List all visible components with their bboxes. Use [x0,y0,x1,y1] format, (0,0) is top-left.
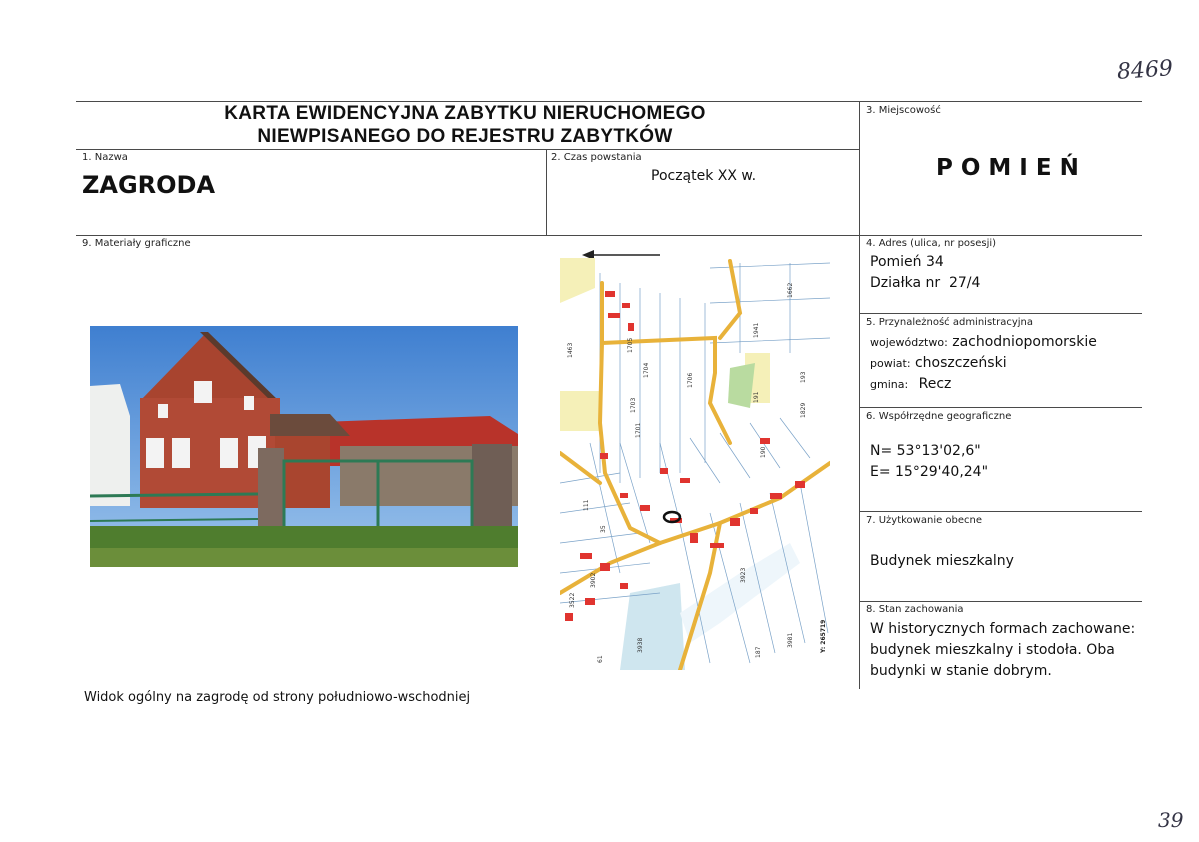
cadastral-map [560,243,830,670]
parcel-label: 3923 [740,567,747,583]
parcel-label: 1463 [567,342,574,358]
field-przynaleznosc-label: 5. Przynależność administracyjna [866,317,1033,328]
form-title-line1: KARTA EWIDENCYJNA ZABYTKU NIERUCHOMEGO [224,103,706,124]
parcel-label: 111 [583,499,590,511]
handwritten-catalog-number: 8469 [1116,56,1174,85]
parcel-label: 35 [600,525,607,533]
parcel-label: 193 [800,371,807,383]
field-miejscowosc-value: POMIEŃ [936,155,1087,181]
map-sheet-code: Y: 265719 [820,619,827,653]
rule-5 [859,313,1142,314]
rule-6 [859,407,1142,408]
field-stan-label: 8. Stan zachowania [866,604,964,615]
parcel-label: 1703 [630,397,637,413]
form-title-line2: NIEWPISANEGO DO REJESTRU ZABYTKÓW [257,126,673,147]
coordinate-e: E= 15°29'40,24" [870,464,989,480]
title-bottom-rule [76,149,860,150]
farmstead-photo [90,326,518,567]
stan-line1: W historycznych formach zachowane: [870,621,1136,637]
top-rule [76,101,1142,102]
parcel-label: 61 [597,655,604,663]
gmina-row [870,375,951,393]
photo-caption: Widok ogólny na zagrodę od strony południowo-wschodniej [84,690,471,705]
col-divider-2 [546,149,547,235]
field-czas-label: 2. Czas powstania [551,152,642,163]
handwritten-page-number: 39 [1158,808,1184,832]
rule-7 [859,511,1142,512]
parcel-label: 1706 [687,372,694,388]
powiat-label: powiat: [870,357,911,370]
stan-line2: budynek mieszkalny i stodoła. Oba [870,642,1115,658]
parcel-label: 1829 [800,402,807,418]
parcel-label: 1705 [627,337,634,353]
field-adres-line1: Pomień 34 [870,254,944,270]
parcel-label: 191 [753,391,760,403]
field-nazwa-label: 1. Nazwa [82,152,128,163]
gmina-label: gmina: [870,378,909,391]
wojewodztwo-label: województwo: [870,336,948,349]
field-materialy-label: 9. Materiały graficzne [82,238,191,249]
field-miejscowosc-label: 3. Miejscowość [866,105,941,116]
field-wspolrzedne-label: 6. Współrzędne geograficzne [866,411,1012,422]
gmina-value: Recz [918,376,952,392]
field-czas-value: Początek XX w. [651,168,757,184]
parcel-label: 1704 [643,362,650,378]
parcel-label: 1662 [787,282,794,298]
parcel-label: 1701 [635,422,642,438]
field-adres-label: 4. Adres (ulica, nr posesji) [866,238,997,249]
parcel-label: 190 [760,446,767,458]
parcel-label: 3981 [787,632,794,648]
coordinate-n: N= 53°13'02,6" [870,443,981,459]
powiat-value: choszczeński [914,355,1007,371]
stan-line3: budynki w stanie dobrym. [870,663,1052,679]
powiat-row [870,354,1007,372]
field-nazwa-value: ZAGRODA [82,171,216,199]
parcel-label: 187 [755,646,762,658]
parcel-label: 3522 [569,592,576,608]
wojewodztwo-value: zachodniopomorskie [952,334,1097,350]
parcel-label: 3938 [637,637,644,653]
row1-bottom-rule [76,235,1142,236]
parcel-label: 3902 [590,572,597,588]
field-adres-line2: Działka nr 27/4 [870,275,981,291]
rule-8 [859,601,1142,602]
field-uzytkowanie-label: 7. Użytkowanie obecne [866,515,983,526]
field-uzytkowanie-value: Budynek mieszkalny [870,553,1014,569]
wojewodztwo-row [870,333,1097,351]
parcel-label: 1941 [753,322,760,338]
